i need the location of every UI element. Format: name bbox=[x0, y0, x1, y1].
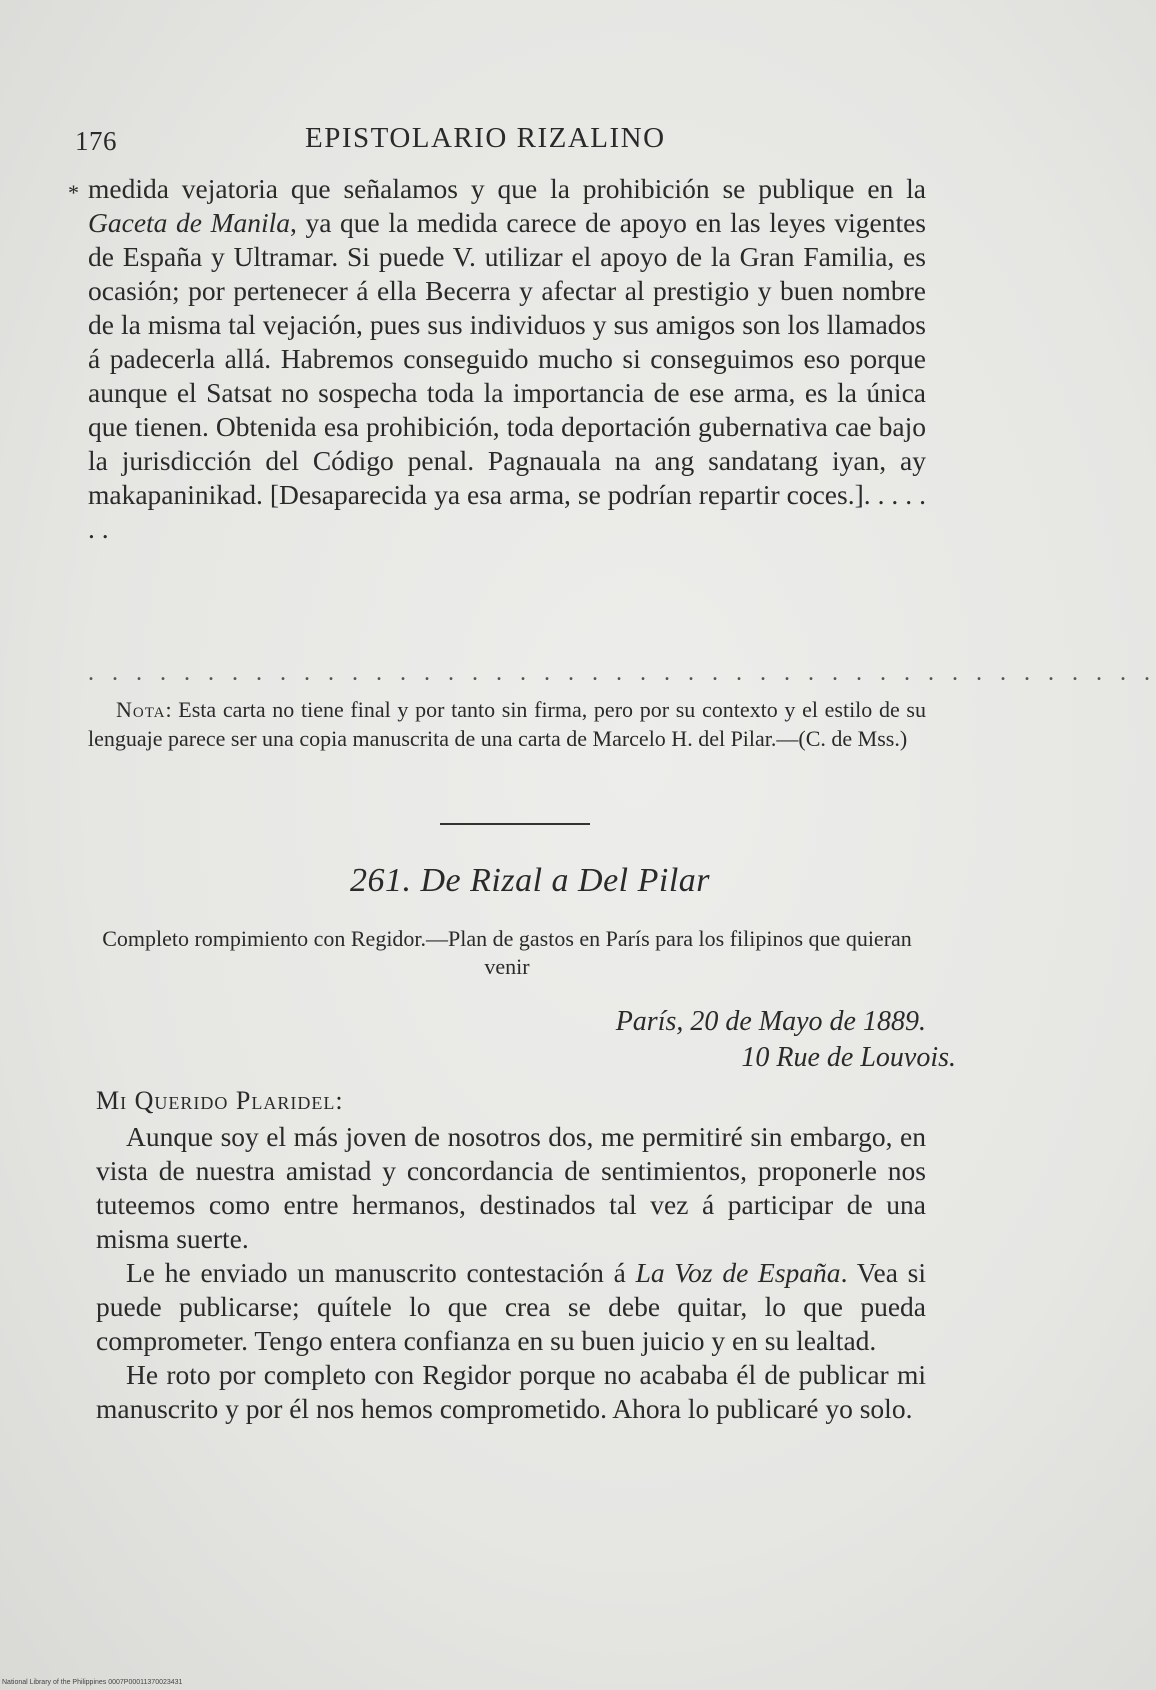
page-header bbox=[75, 118, 935, 168]
asterisk-marker: * bbox=[68, 180, 79, 205]
scan-footer: National Library of the Philippines 0007P00011370023431 bbox=[2, 1679, 183, 1686]
voz-de-espana-title: La Voz de España bbox=[635, 1257, 841, 1288]
note-text: : Esta carta no tiene final y por tanto sin firma, pero por su contexto y el estilo de su lenguaje parece ser una copia manuscrita de una carta de Marcelo H. del Pilar.—(C. de Mss.) bbox=[88, 697, 926, 751]
ellipsis-line: . . . . . . . . . . . . . . . . . . . . . . . . . . . . . . . . . . . . . . . . . . . . . bbox=[88, 660, 1156, 686]
section-divider bbox=[440, 823, 590, 825]
continued-paragraph bbox=[88, 172, 926, 546]
continued-text-part-2: , ya que la medida carece de apoyo en las leyes vigentes de España y Ultramar. Si puede V. utilizar el apoyo de la Gran Familia, es ocasión; por pertenecer á ella Becerra y afectar al prestigio y buen nombre de la misma tal vejación, pues sus individuos y sus amigos son los llamados á padecerla allá. Habremos conseguido mucho si conseguimos eso porque aunque el Satsat no sospecha toda la importancia de ese arma, es la única que tienen. Obtenida esa prohibición, toda deportación gubernativa cae bajo la jurisdicción del Código penal. Pagnauala na ang sandatang iyan, ay makapaninikad. [Desaparecida ya esa arma, se podrían repartir coces.]. . . . . . . bbox=[88, 207, 926, 544]
continued-letter-text bbox=[68, 172, 926, 546]
letter-title: 261. De Rizal a Del Pilar bbox=[349, 862, 711, 899]
running-title: EPISTOLARIO RIZALINO bbox=[305, 122, 666, 154]
page-number: 176 bbox=[75, 126, 117, 156]
letter-body bbox=[96, 1120, 926, 1426]
letter-paragraph-2 bbox=[96, 1256, 926, 1358]
letter-address: 10 Rue de Louvois. bbox=[741, 1042, 956, 1073]
continued-text-part-1: medida vejatoria que señalamos y que la prohibición se publique en la bbox=[88, 173, 926, 204]
paragraph-2-part-b: . Vea si puede publicarse; quítele lo que crea se debe quitar, lo que pueda comprometer. Tengo entera confianza en su buen juicio y en su lealtad. bbox=[96, 1257, 927, 1356]
editor-note bbox=[88, 695, 926, 753]
letter-paragraph-3: He roto por completo con Regidor porque no acababa él de publicar mi manuscrito y por él nos hemos comprometido. Ahora lo publicaré yo solo. bbox=[96, 1359, 926, 1424]
gaceta-title: Gaceta de Manila bbox=[88, 207, 291, 238]
letter-summary: Completo rompimiento con Regidor.—Plan de gastos en París para los filipinos que quieran venir bbox=[102, 926, 912, 979]
letter-salutation: Mi Querido Plaridel: bbox=[96, 1086, 344, 1115]
note-label: Nota bbox=[116, 697, 166, 722]
letter-paragraph-1: Aunque soy el más joven de nosotros dos, me permitiré sin embargo, en vista de nuestra amistad y concordancia de sentimientos, proponerle nos tuteemos como entre hermanos, destinados tal vez á participar de una misma suerte. bbox=[96, 1121, 926, 1254]
paragraph-2-part-a: Le he enviado un manuscrito contestación á bbox=[126, 1257, 636, 1288]
letter-place-date: París, 20 de Mayo de 1889. bbox=[615, 1006, 926, 1037]
